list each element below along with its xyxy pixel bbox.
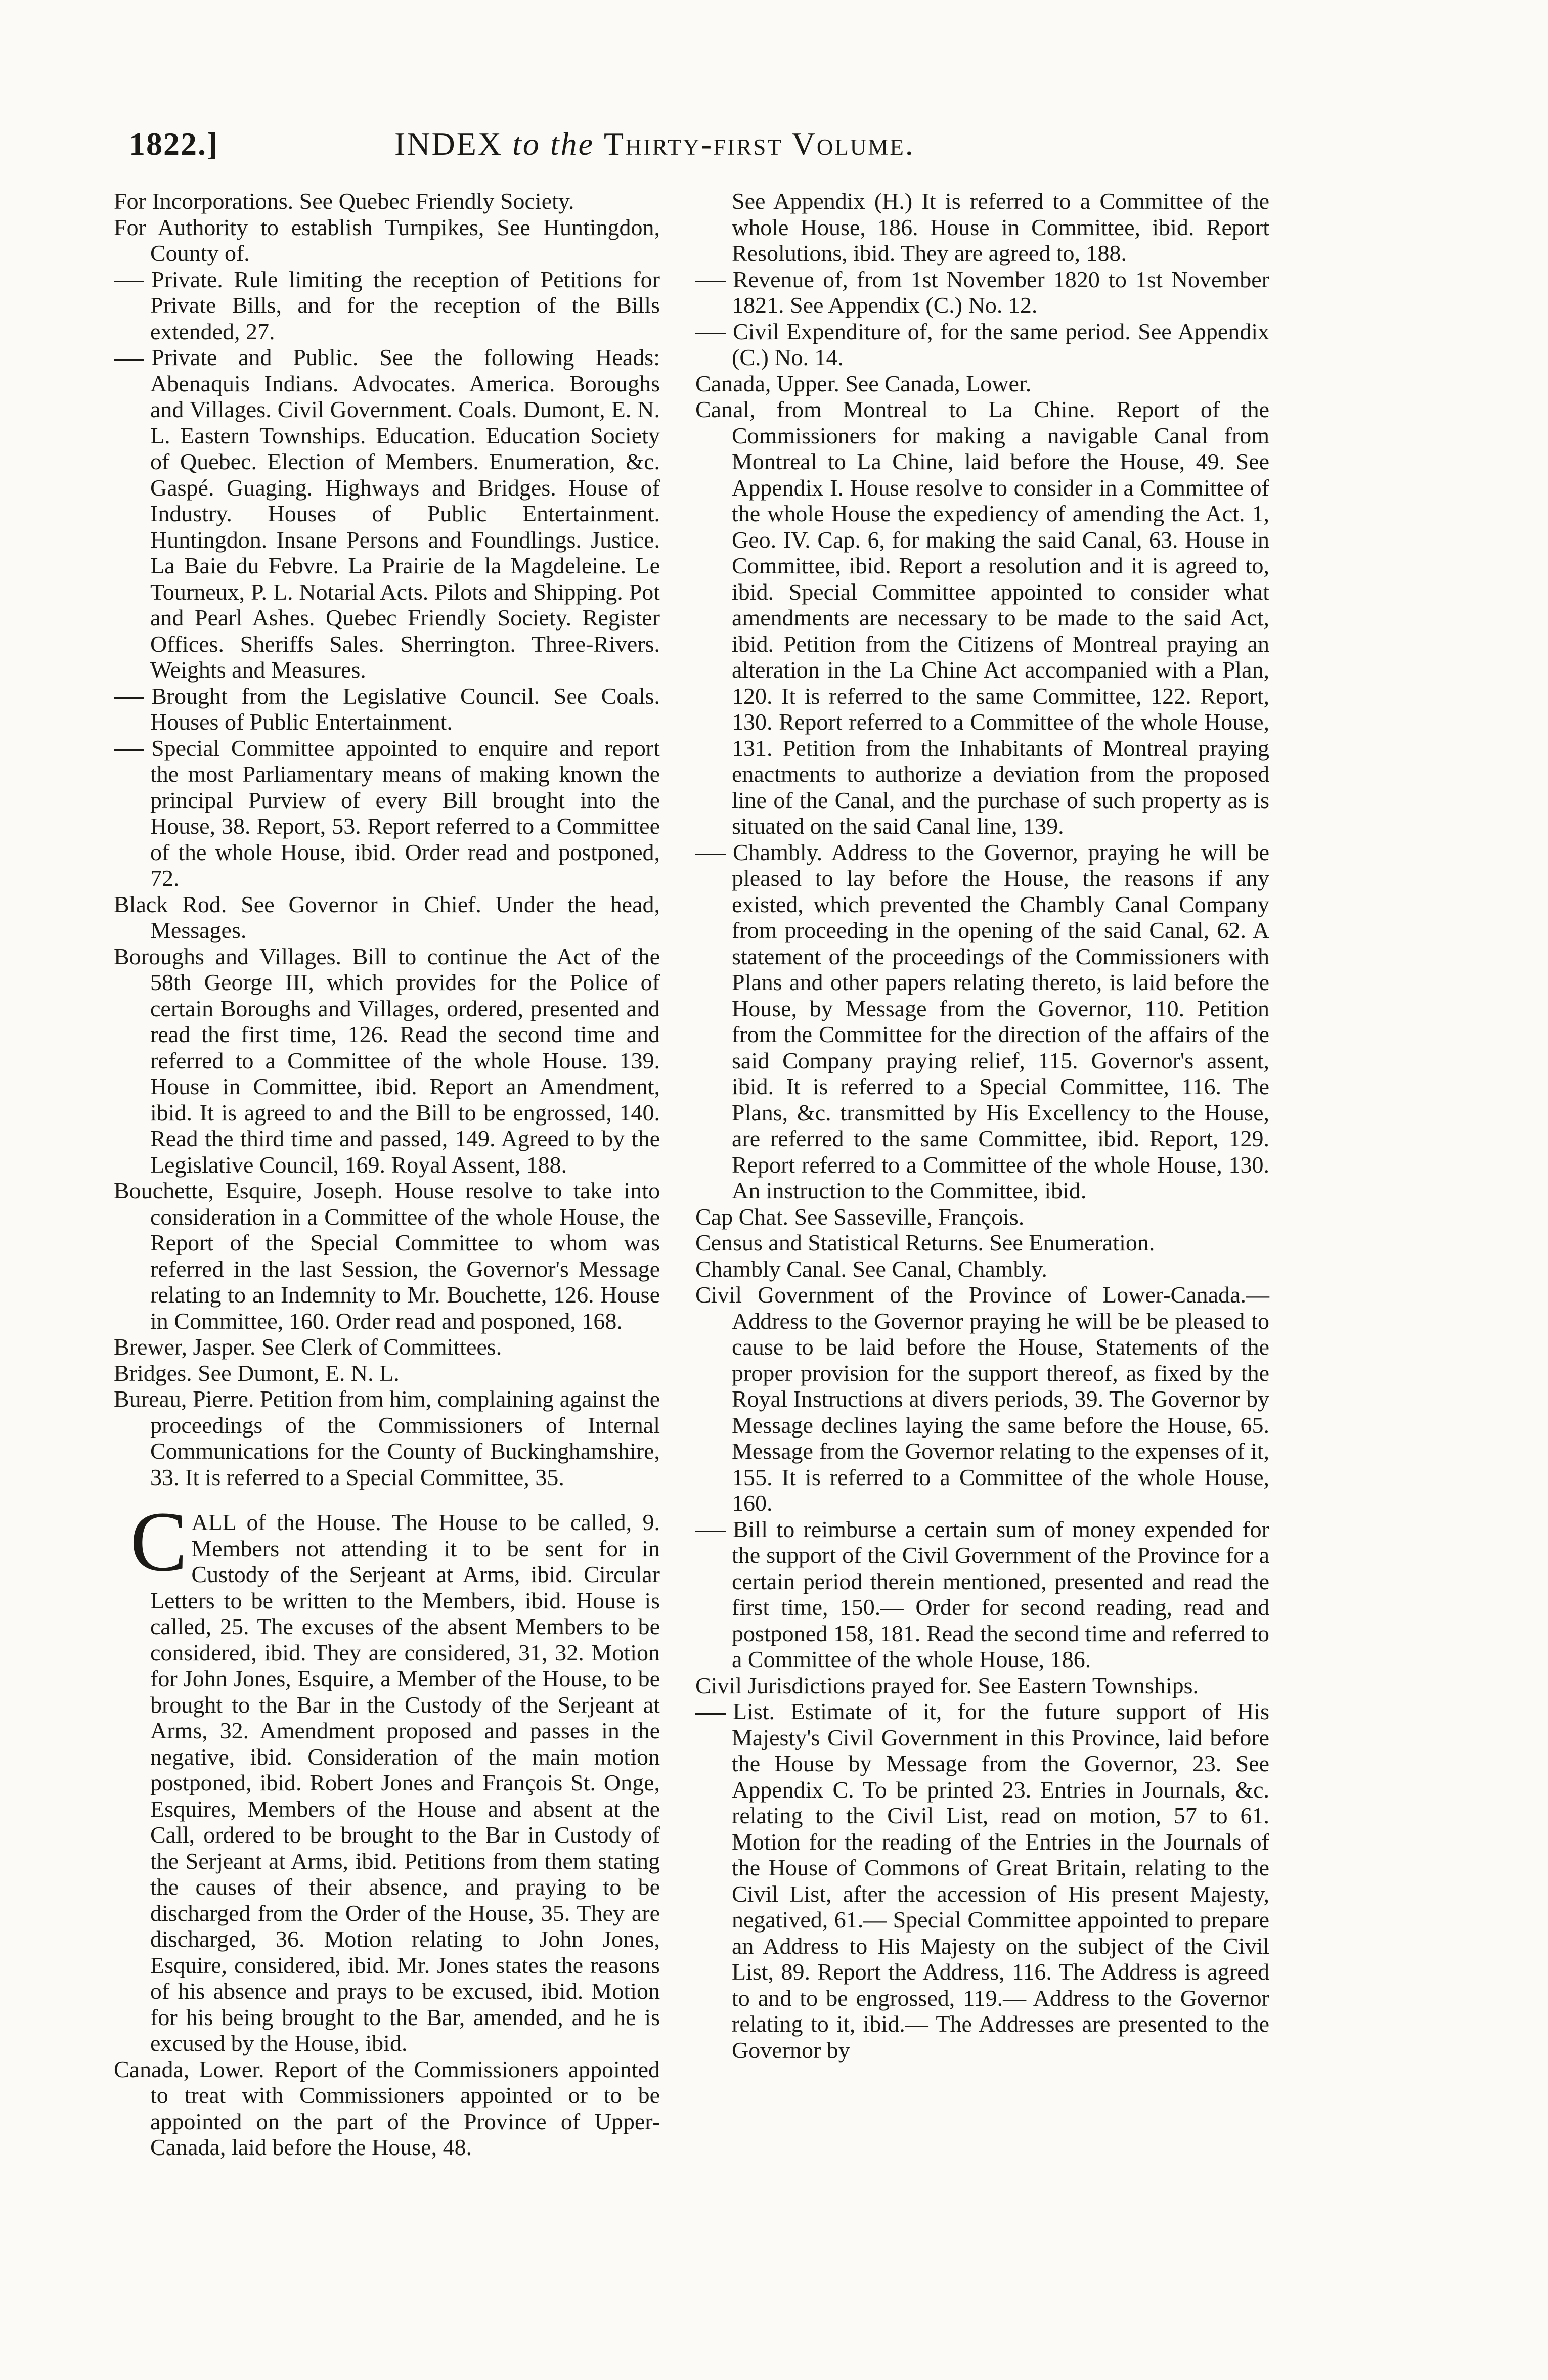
ditto-dash bbox=[695, 1531, 726, 1532]
ditto-dash bbox=[695, 281, 726, 282]
entry-text: Private. Rule limiting the reception of Petitions for Private Bills, and for the reception of the Bills extended, 27. bbox=[150, 266, 660, 344]
index-entry bbox=[695, 1204, 1269, 1230]
entry-text: List. Estimate of it, for the future support of His Majesty's Civil Government in this Province, laid before the House by Message from the Governor, 23. See Appendix C. To be printed 23. Entries in Journals, &c. relating to the Civil List, read on motion, 57 to 61. Motion for the reading of the Entries in the Journals of the House of Commons of Great Britain, relating to the Civil List, after the accession of His present Majesty, negatived, 61.— Special Committee appointed to prepare an Address to His Majesty on the subject of the Civil List, 89. Report the Address, 116. The Address is agreed to and to be engrossed, 119.— Address to the Governor relating to it, ibid.— The Addresses are presented to the Governor by bbox=[732, 1698, 1269, 2063]
index-entry bbox=[114, 344, 660, 683]
title-index: INDEX bbox=[394, 126, 503, 162]
ditto-dash bbox=[695, 1713, 726, 1715]
entry-text: Bouchette, Esquire, Joseph. House resolve to take into consideration in a Committee of the whole House, the Report of the Special Committee to whom was referred in the last Session, the Governor's Message relating to an Indemnity to Mr. Bouchette, 126. House in Committee, 160. Order read and posponed, 168. bbox=[114, 1178, 660, 1334]
index-entry bbox=[114, 944, 660, 1178]
entry-text: Civil Expenditure of, for the same period. See Appendix (C.) No. 14. bbox=[732, 318, 1269, 370]
index-entry bbox=[695, 371, 1269, 397]
title-volume: Thirty-first Volume. bbox=[604, 126, 915, 162]
entry-text: Bureau, Pierre. Petition from him, complaining against the proceedings of the Commissioners of Internal Communications for the County of Buckinghamshire, 33. It is referred to a Special Committee, 35. bbox=[114, 1386, 660, 1490]
index-entry bbox=[114, 735, 660, 891]
entry-text: See Appendix (H.) It is referred to a Committee of the whole House, 186. House in Committee, ibid. Report Resolutions, ibid. They are agreed to, 188. bbox=[732, 188, 1269, 266]
entry-text: Canada, Lower. Report of the Commissioners appointed to treat with Commissioners appointed or to be appointed on the part of the Province of Upper-Canada, laid before the House, 48. bbox=[114, 2056, 660, 2160]
entry-text: Brought from the Legislative Council. See Coals. Houses of Public Entertainment. bbox=[150, 683, 660, 735]
index-entry bbox=[114, 1494, 660, 2056]
entry-text: Chambly Canal. See Canal, Chambly. bbox=[695, 1255, 1047, 1282]
index-entry bbox=[114, 214, 660, 266]
index-entry bbox=[695, 1698, 1269, 2063]
index-entry bbox=[114, 1386, 660, 1490]
index-entry bbox=[695, 1230, 1269, 1256]
title-the: the bbox=[550, 126, 595, 162]
index-entry bbox=[695, 266, 1269, 319]
ditto-dash bbox=[695, 333, 726, 334]
entry-text: Canada, Upper. See Canada, Lower. bbox=[695, 370, 1032, 396]
entry-text: Census and Statistical Returns. See Enumeration. bbox=[695, 1230, 1155, 1255]
index-entry bbox=[695, 1282, 1269, 1516]
index-entry bbox=[695, 319, 1269, 371]
index-entry bbox=[114, 1360, 660, 1386]
right-column bbox=[695, 188, 1269, 2063]
entry-text: Canal, from Montreal to La Chine. Report of the Commissioners for making a navigable Canal from Montreal to La Chine, laid before the House, 49. See Appendix I. House resolve to consider in a Committee of the whole House the expediency of amending the Act. 1, Geo. IV. Cap. 6, for making the said Canal, 63. House in Committee, ibid. Report a resolution and it is agreed to, ibid. Special Committee appointed to consider what amendments are necessary to be made to the said Act, ibid. Petition from the Citizens of Montreal praying an alteration in the La Chine Act accompanied with a Plan, 120. It is referred to the same Committee, 122. Report, 130. Report referred to a Committee of the whole House, 131. Petition from the Inhabitants of Montreal praying enactments to authorize a deviation from the proposed line of the Canal, and the purchase of such property as is situated on the said Canal line, 139. bbox=[695, 396, 1269, 839]
entry-text: Bill to reimburse a certain sum of money expended for the support of the Civil Government of the Province for a certain period therein mentioned, presented and read the first time, 150.— Order for second reading, read and postponed 158, 181. Read the second time and referred to a Committee of the whole House, 186. bbox=[732, 1516, 1269, 1672]
index-entry bbox=[114, 266, 660, 345]
ditto-dash bbox=[114, 749, 144, 751]
ditto-dash bbox=[695, 854, 726, 855]
index-entry bbox=[695, 839, 1269, 1204]
entry-text: Civil Jurisdictions prayed for. See Eastern Townships. bbox=[695, 1672, 1199, 1698]
index-entry bbox=[114, 1334, 660, 1360]
entry-text: Black Rod. See Governor in Chief. Under the head, Messages. bbox=[114, 891, 660, 943]
entry-text: Special Committee appointed to enquire and report the most Parliamentary means of making known the principal Purview of every Bill brought into the House, 38. Report, 53. Report referred to a Committee of the whole House, ibid. Order read and postponed, 72. bbox=[150, 735, 660, 891]
page-title bbox=[394, 125, 915, 163]
title-to: to bbox=[512, 126, 541, 162]
index-entry bbox=[114, 891, 660, 944]
index-entry bbox=[114, 188, 660, 214]
entry-text: Brewer, Jasper. See Clerk of Committees. bbox=[114, 1334, 502, 1360]
drop-cap-letter: C bbox=[130, 1494, 188, 1589]
entry-text: Chambly. Address to the Governor, praying he will be pleased to lay before the House, the reasons if any existed, which prevented the Chambly Canal Company from proceeding in the opening of the said Canal, 62. A statement of the proceedings of the Commissioners with Plans and other papers relating thereto, is laid before the House, by Message from the Governor, 110. Petition from the Committee for the direction of the affairs of the said Company praying relief, 115. Governor's assent, ibid. It is referred to a Special Committee, 116. The Plans, &c. transmitted by His Excellency to the House, are referred to the same Committee, ibid. Report, 129. Report referred to a Committee of the whole House, 130. An instruction to the Committee, ibid. bbox=[732, 839, 1269, 1203]
index-entry bbox=[695, 1673, 1269, 1699]
ditto-dash bbox=[114, 359, 144, 361]
entry-text: For Authority to establish Turnpikes, See Huntingdon, County of. bbox=[114, 214, 660, 266]
entry-text: For Incorporations. See Quebec Friendly Society. bbox=[114, 188, 574, 214]
page-number: 1822.] bbox=[129, 126, 219, 162]
index-entry bbox=[114, 683, 660, 735]
index-entry bbox=[695, 188, 1269, 266]
entry-text: Civil Government of the Province of Lower-Canada.— Address to the Governor praying he will be be pleased to cause to be laid before the House, Statements of the proper provision for the support thereof, as fixed by the Royal Instructions at divers periods, 39. The Governor by Message declines laying the same before the House, 65. Message from the Governor relating to the expenses of it, 155. It is referred to a Committee of the whole House, 160. bbox=[695, 1282, 1269, 1516]
left-column bbox=[114, 188, 660, 2161]
entry-text: Boroughs and Villages. Bill to continue the Act of the 58th George III, which provides for the Police of certain Boroughs and Villages, ordered, presented and read the first time, 126. Read the second time and referred to a Committee of the whole House. 139. House in Committee, ibid. Report an Amendment, ibid. It is agreed to and the Bill to be engrossed, 140. Read the third time and passed, 149. Agreed to by the Legislative Council, 169. Royal Assent, 188. bbox=[114, 943, 660, 1178]
index-entry bbox=[695, 1516, 1269, 1673]
index-entry bbox=[695, 396, 1269, 839]
index-entry bbox=[695, 1256, 1269, 1282]
entry-text: Cap Chat. See Sasseville, François. bbox=[695, 1203, 1025, 1230]
ditto-dash bbox=[114, 281, 144, 282]
index-entry bbox=[114, 1178, 660, 1334]
entry-text: Private and Public. See the following Heads: Abenaquis Indians. Advocates. America. Boroughs and Villages. Civil Government. Coals. Dumont, E. N. L. Eastern Townships. Education. Education Society of Quebec. Election of Members. Enumeration, &c. Gaspé. Guaging. Highways and Bridges. House of Industry. Houses of Public Entertainment. Huntingdon. Insane Persons and Foundlings. Justice. La Baie du Febvre. La Prairie de la Magdeleine. Le Tourneux, P. L. Notarial Acts. Pilots and Shipping. Pot and Pearl Ashes. Quebec Friendly Society. Register Offices. Sheriffs Sales. Sherrington. Three-Rivers. Weights and Measures. bbox=[150, 344, 660, 683]
ditto-dash bbox=[114, 697, 144, 699]
entry-text: ALL of the House. The House to be called, 9. Members not attending it to be sent for in Custody of the Serjeant at Arms, ibid. Circular Letters to be written to the Members, ibid. House is called, 25. The excuses of the absent Members to be considered, ibid. They are considered, 31, 32. Motion for John Jones, Esquire, a Member of the House, to be brought to the Bar in the Custody of the Serjeant at Arms, 32. Amendment proposed and passes in the negative, ibid. Consideration of the main motion postponed, ibid. Robert Jones and François St. Onge, Esquires, Members of the House and absent at the Call, ordered to be brought to the Bar in Custody of the Serjeant at Arms, ibid. Petitions from them stating the causes of their absence, and praying to be discharged from the Order of the House, 35. They are discharged, 36. Motion relating to John Jones, Esquire, considered, ibid. Mr. Jones states the reasons of his absence and prays to be excused, ibid. Motion for his being brought to the Bar, amended, and he is excused by the House, ibid. bbox=[150, 1509, 660, 2056]
entry-text: Bridges. See Dumont, E. N. L. bbox=[114, 1360, 400, 1386]
entry-text: Revenue of, from 1st November 1820 to 1st November 1821. See Appendix (C.) No. 12. bbox=[732, 266, 1269, 318]
running-header bbox=[0, 0, 1548, 162]
index-entry bbox=[114, 2056, 660, 2161]
